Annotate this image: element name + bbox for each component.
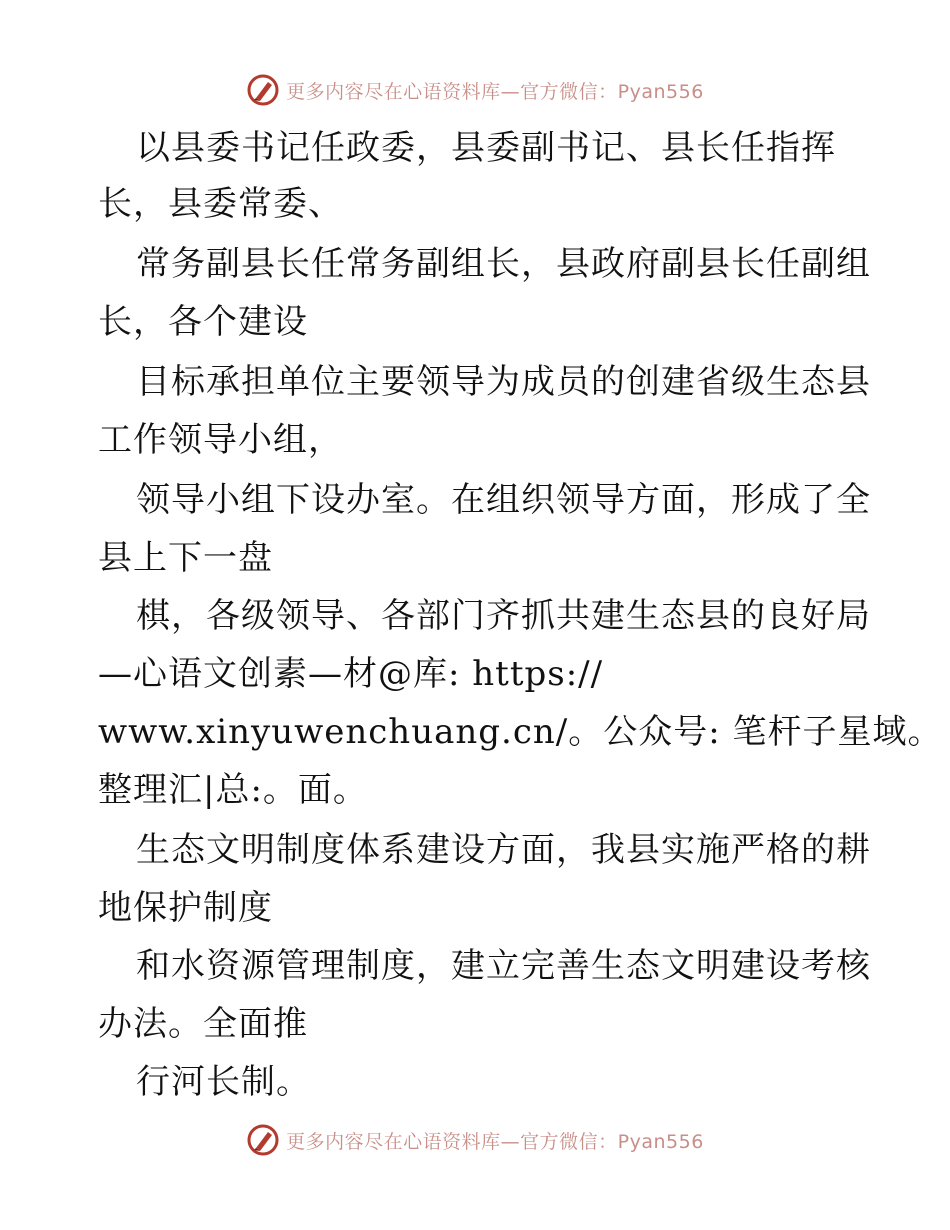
paragraph-line: 长，县委常委、: [98, 184, 343, 224]
paragraph-line: 领导小组下设办室。在组织领导方面，形成了全: [136, 480, 871, 520]
paragraph-line: 生态文明制度体系建设方面，我县实施严格的耕: [136, 830, 871, 870]
paragraph-line: 目标承担单位主要领导为成员的创建省级生态县: [136, 362, 871, 402]
paragraph-line: 县上下一盘: [98, 538, 273, 578]
paragraph-line: 行河长制。: [136, 1062, 311, 1102]
paragraph-line: 地保护制度: [98, 888, 273, 928]
paragraph-line: 和水资源管理制度，建立完善生态文明建设考核: [136, 946, 871, 986]
pen-logo-icon: [246, 1123, 280, 1157]
footer-watermark: [0, 1120, 950, 1160]
watermark-text: 更多内容尽在心语资料库—官方微信：Pyan556: [286, 1130, 704, 1153]
paragraph-line: 工作领导小组，: [98, 420, 343, 460]
paragraph-line: 棋，各级领导、各部门齐抓共建生态县的良好局: [136, 596, 871, 636]
paragraph-line: 办法。全面推: [98, 1004, 308, 1044]
paragraph-line: 整理汇|总:。面。: [98, 770, 368, 810]
paragraph-line: —心语文创素—材@库: https://: [98, 654, 604, 694]
paragraph-line: 以县委书记任政委，县委副书记、县长任指挥: [136, 128, 836, 168]
paragraph-line: 常务副县长任常务副组长，县政府副县长任副组: [136, 244, 871, 284]
watermark-text: 更多内容尽在心语资料库—官方微信：Pyan556: [286, 80, 704, 103]
paragraph-line: 长，各个建设: [98, 302, 308, 342]
paragraph-line: www.xinyuwenchuang.cn/。公众号: 笔杆子星域。: [98, 712, 943, 752]
